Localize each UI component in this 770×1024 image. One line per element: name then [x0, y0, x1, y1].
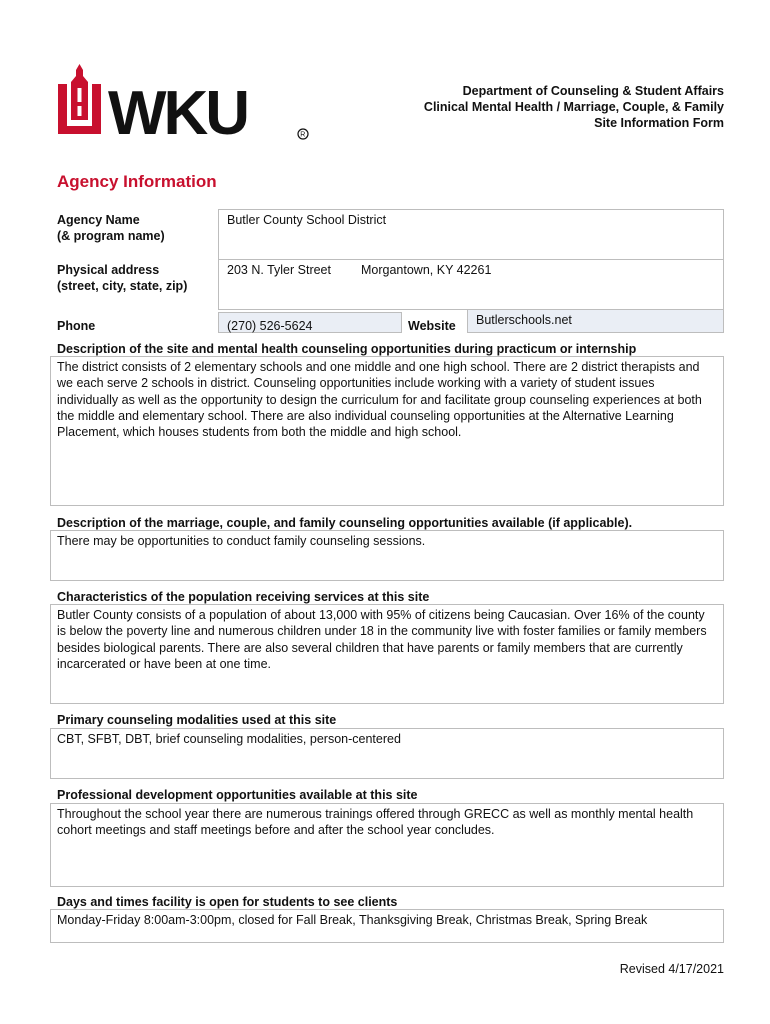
svg-text:WKU: WKU	[108, 79, 248, 142]
svg-text:R: R	[300, 131, 306, 139]
form-header	[424, 83, 724, 131]
population-characteristics-question: Characteristics of the population receiving services at this site	[57, 590, 430, 604]
department-name: Department of Counseling & Student Affairs	[462, 84, 724, 98]
physical-address-field[interactable]: 203 N. Tyler Street Morgantown, KY 42261	[218, 259, 724, 310]
phone-label: Phone	[57, 319, 96, 333]
professional-development-question: Professional development opportunities available at this site	[57, 788, 418, 802]
agency-information-heading: Agency Information	[57, 172, 217, 191]
counseling-modalities-answer[interactable]: CBT, SFBT, DBT, brief counseling modalities, person-centered	[50, 728, 724, 779]
website-label: Website	[408, 319, 456, 333]
counseling-modalities-question: Primary counseling modalities used at this site	[57, 713, 337, 727]
phone-field[interactable]: (270) 526-5624	[218, 312, 402, 333]
agency-name-label: Agency Name (& program name)	[57, 213, 165, 243]
program-name: Clinical Mental Health / Marriage, Couple, & Family	[423, 100, 724, 114]
facility-hours-answer[interactable]: Monday-Friday 8:00am-3:00pm, closed for Fall Break, Thanksgiving Break, Christmas Break, Spring Break	[50, 909, 724, 943]
physical-address-label: Physical address (street, city, state, zip)	[57, 263, 188, 293]
form-title: Site Information Form	[594, 116, 724, 130]
professional-development-answer[interactable]: Throughout the school year there are numerous trainings offered through GRECC as well as monthly mental health cohort meetings and staff meetings before and after the school year concludes.	[50, 803, 724, 887]
mcf-opportunities-question: Description of the marriage, couple, and family counseling opportunities available (if applicable).	[57, 516, 633, 530]
wku-logo	[58, 62, 314, 142]
population-characteristics-answer[interactable]: Butler County consists of a population of about 13,000 with 95% of citizens being Caucasian. Over 16% of the county is below the poverty line and numerous children under 18 in the community live with foster families or family members besides biological parents. There are also several children that have parents or family members that are currently incarcerated or have been at one time.	[50, 604, 724, 704]
facility-hours-question: Days and times facility is open for students to see clients	[57, 895, 398, 909]
agency-name-field[interactable]: Butler County School District	[218, 209, 724, 260]
site-description-question: Description of the site and mental health counseling opportunities during practicum or internship	[57, 342, 637, 356]
website-field[interactable]: Butlerschools.net	[467, 309, 724, 333]
site-description-answer[interactable]: The district consists of 2 elementary schools and one middle and one high school. There are 2 district therapists and we each serve 2 schools in district. Counseling opportunities include working with a variety of student issues individually as well as the opportunity to design the curriculum for and facilitate group counseling experiences at both the middle and elementary school. There are also individual counseling opportunities at the Alternative Learning Placement, which houses students from both the middle and high school.	[50, 356, 724, 506]
revision-date: Revised 4/17/2021	[619, 962, 724, 976]
mcf-opportunities-answer[interactable]: There may be opportunities to conduct family counseling sessions.	[50, 530, 724, 581]
